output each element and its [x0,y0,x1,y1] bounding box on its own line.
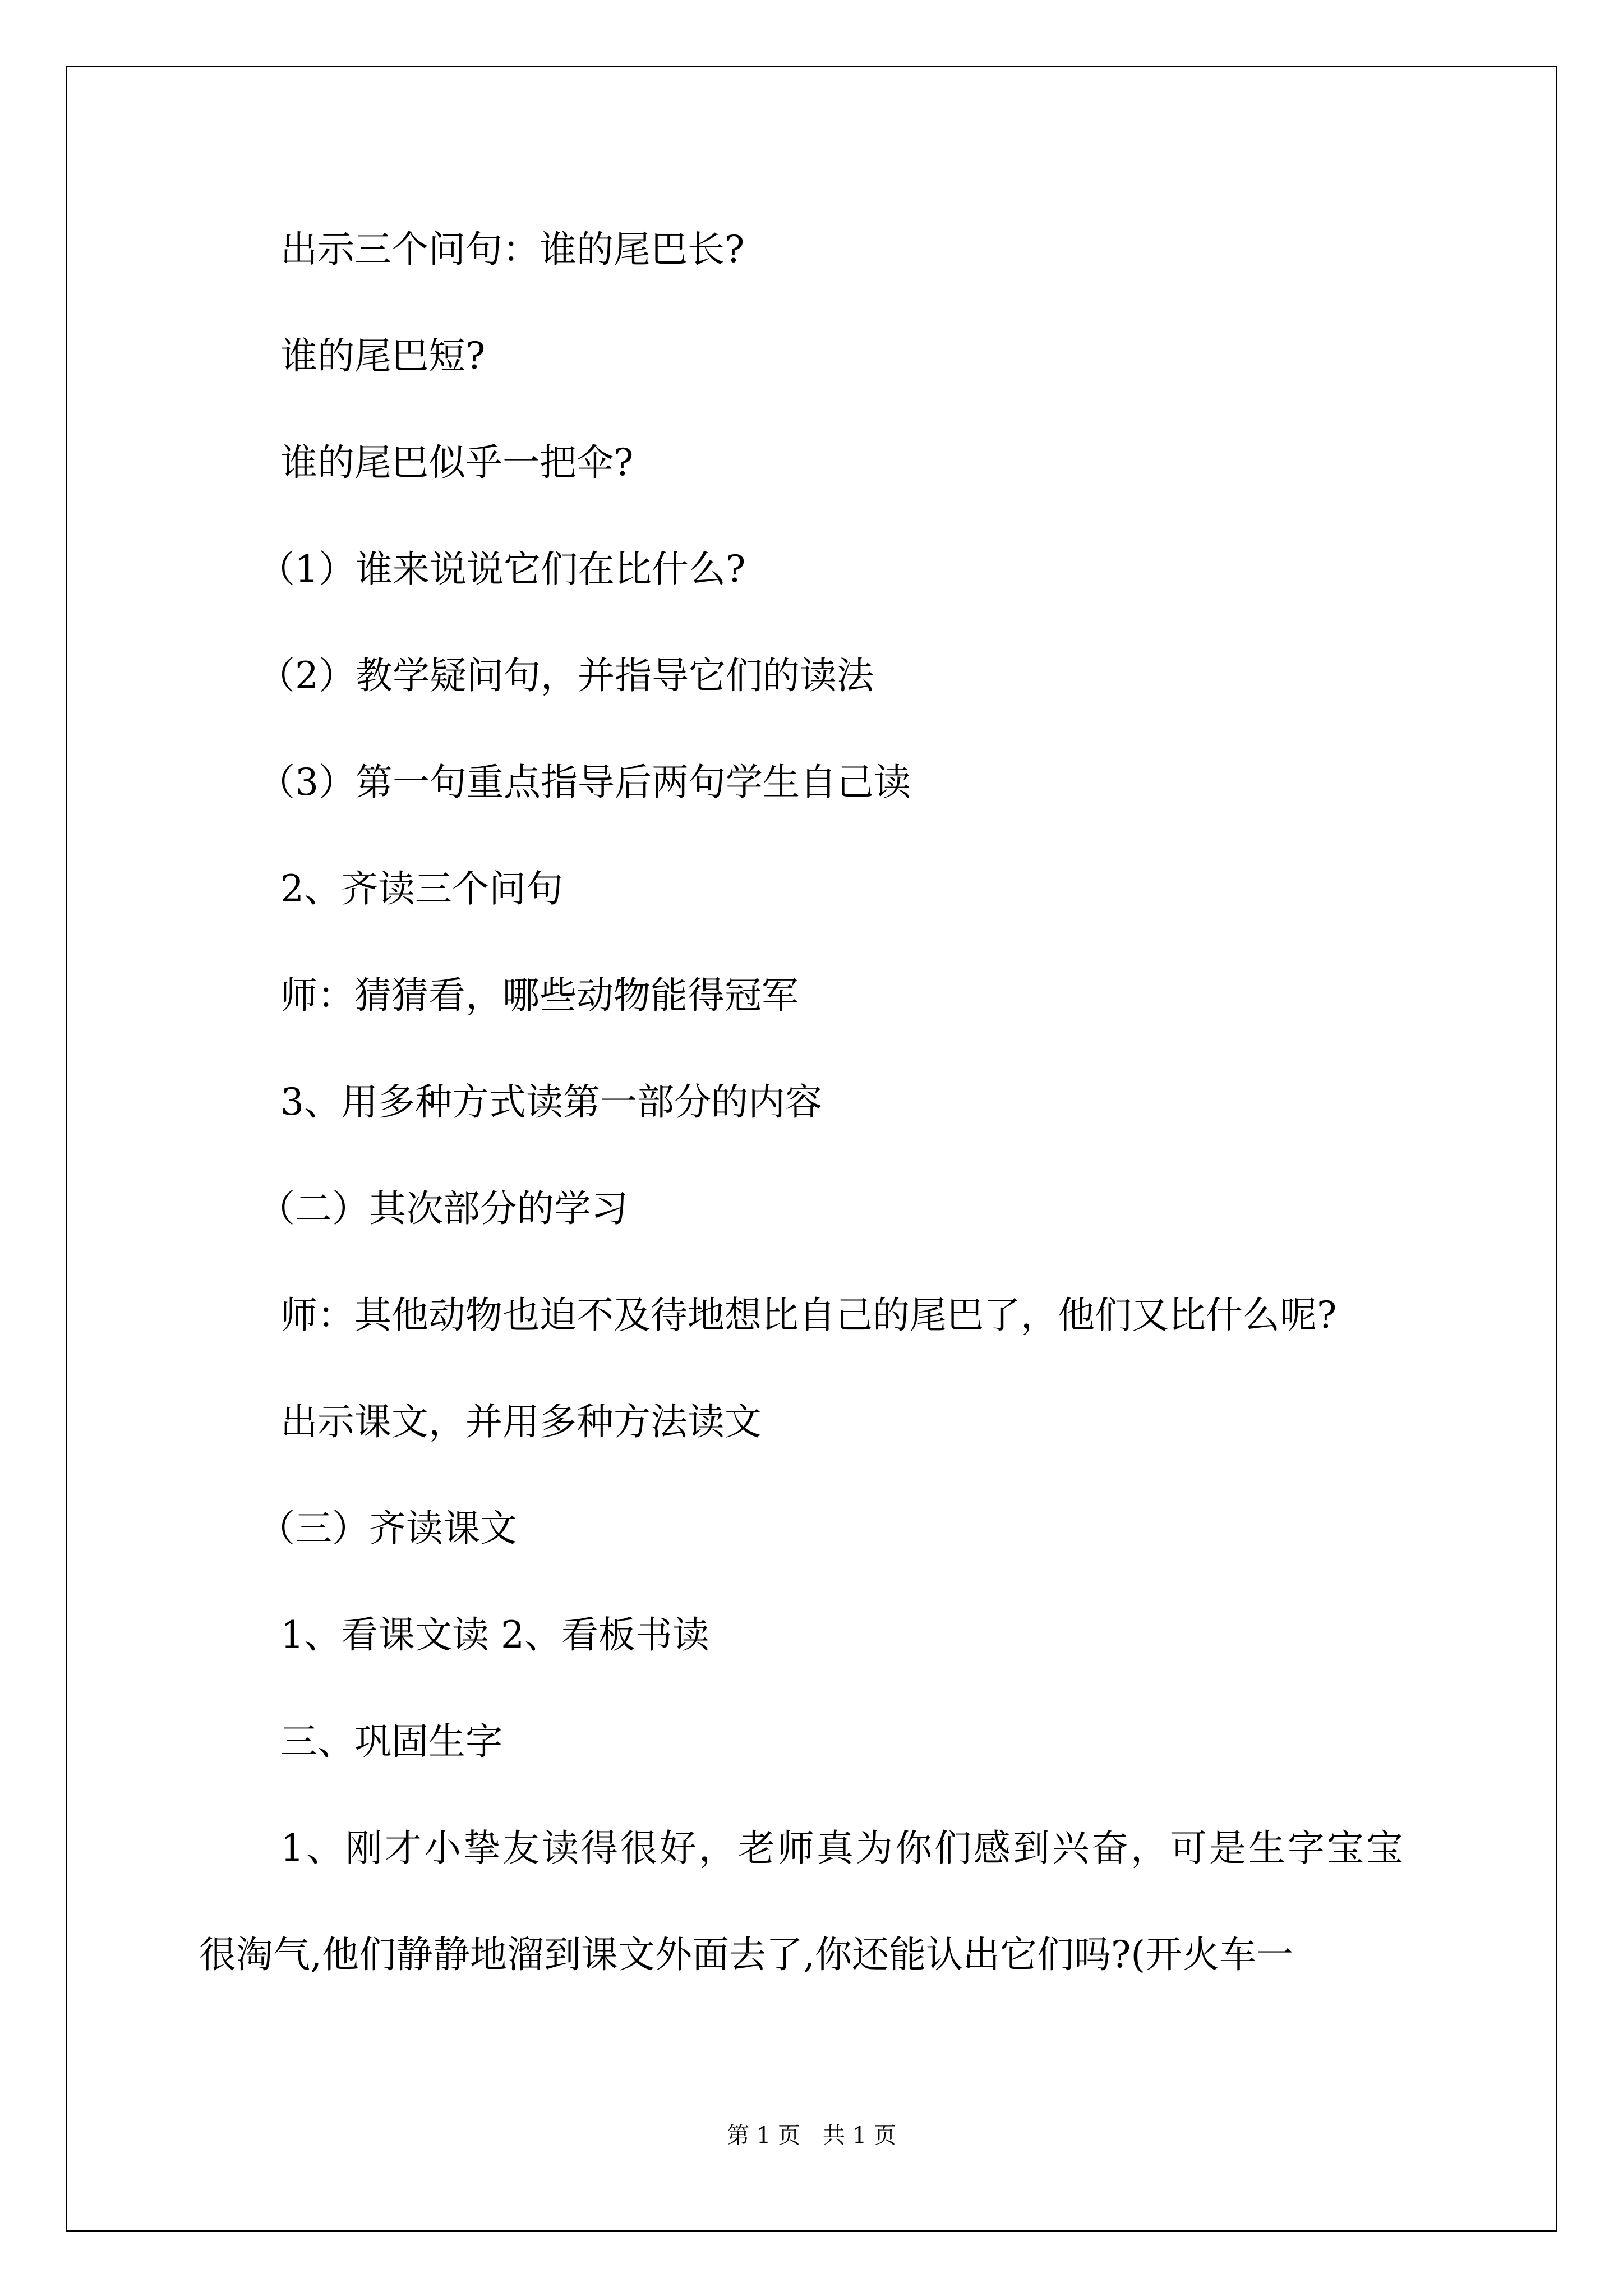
page-number-footer: 第 1 页 共 1 页 [727,2123,896,2148]
text-line: （三）齐读课文 [258,1507,517,1550]
text-line: 很淘气,他们静静地溜到课文外面去了,你还能认出它们吗?(开火车一 [199,1933,1294,1976]
text-line: 3、用多种方式读第一部分的内容 [280,1080,822,1124]
text-line: 谁的尾巴短? [280,334,486,378]
text-line: 出示课文，并用多种方法读文 [280,1400,762,1443]
text-line: 三、巩固生字 [280,1720,502,1763]
text-line: 出示三个问句：谁的尾巴长? [280,228,745,271]
text-line: 师：其他动物也迫不及待地想比自己的尾巴了，他们又比什么呢? [280,1294,1337,1337]
text-line: 2、齐读三个问句 [280,867,563,910]
text-line: 1、看课文读 2、看板书读 [280,1613,709,1657]
text-line: （2）教学疑问句，并指导它们的读法 [258,654,874,697]
text-line: 谁的尾巴似乎一把伞? [280,441,634,484]
text-line: （1）谁来说说它们在比什么? [258,547,746,591]
page-border [66,66,1557,2232]
text-line: 师：猜猜看，哪些动物能得冠军 [280,974,799,1017]
text-line: 1、刚才小挚友读得很好，老师真为你们感到兴奋，可是生字宝宝 [280,1826,1405,1870]
text-line: （3）第一句重点指导后两句学生自己读 [258,761,911,804]
text-line: （二）其次部分的学习 [258,1187,628,1230]
